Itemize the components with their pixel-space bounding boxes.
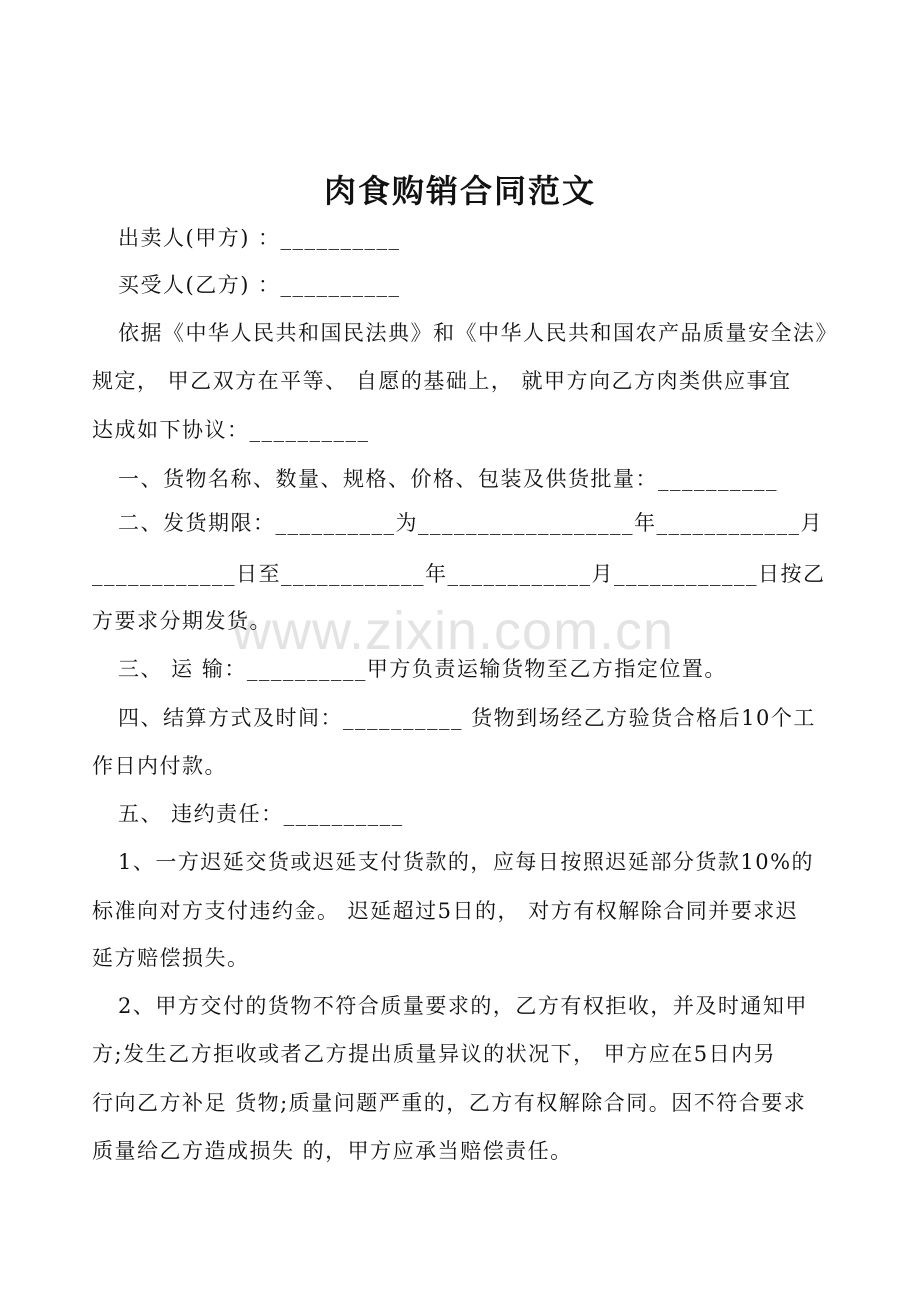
text-line: 作日内付款。 [92, 754, 227, 778]
text-line: 方;发生乙方拒收或者乙方提出质量异议的状况下， 甲方应在5日内另 [92, 1042, 777, 1066]
text-line: 三、 运 输：__________甲方负责运输货物至乙方指定位置。 [118, 657, 727, 681]
text-line: 五、 违约责任：__________ [118, 802, 404, 826]
text-line: 方要求分期发货。 [92, 609, 272, 633]
text-line: 四、结算方式及时间：__________ 货物到场经乙方验货合格后10个工 [118, 706, 816, 730]
text-line: ____________日至____________年____________月____________日按乙 [92, 562, 826, 586]
text-line: 二、发货期限：__________为__________________年____________月 [118, 511, 823, 535]
text-line: 买受人(乙方) ：__________ [118, 273, 401, 297]
text-line: 出卖人(甲方) ：__________ [118, 226, 401, 250]
text-line: 行向乙方补足 货物;质量问题严重的，乙方有权解除合同。因不符合要求 [92, 1091, 807, 1115]
text-line: 规定， 甲乙双方在平等、 自愿的基础上， 就甲方向乙方肉类供应事宜 [92, 369, 792, 393]
text-line: 延方赔偿损失。 [92, 946, 250, 970]
text-line: 标准向对方支付违约金。 迟延超过5日的， 对方有权解除合同并要求迟 [92, 899, 799, 923]
text-line: 依据《中华人民共和国民法典》和《中华人民共和国农产品质量安全法》 [118, 321, 838, 345]
watermark: www.zixin.com.cn [232, 601, 675, 661]
text-line: 达成如下协议：__________ [92, 418, 370, 442]
text-line: 1、一方迟延交货或迟延支付货款的，应每日按照迟延部分货款10%的 [118, 850, 815, 874]
text-line: 2、甲方交付的货物不符合质量要求的，乙方有权拒收，并及时通知甲 [118, 994, 808, 1018]
text-line: 一、货物名称、数量、规格、价格、包装及供货批量：__________ [118, 467, 778, 491]
text-line: 质量给乙方造成损失 的，甲方应承当赔偿责任。 [92, 1139, 573, 1163]
document-title: 肉食购销合同范文 [323, 172, 596, 210]
